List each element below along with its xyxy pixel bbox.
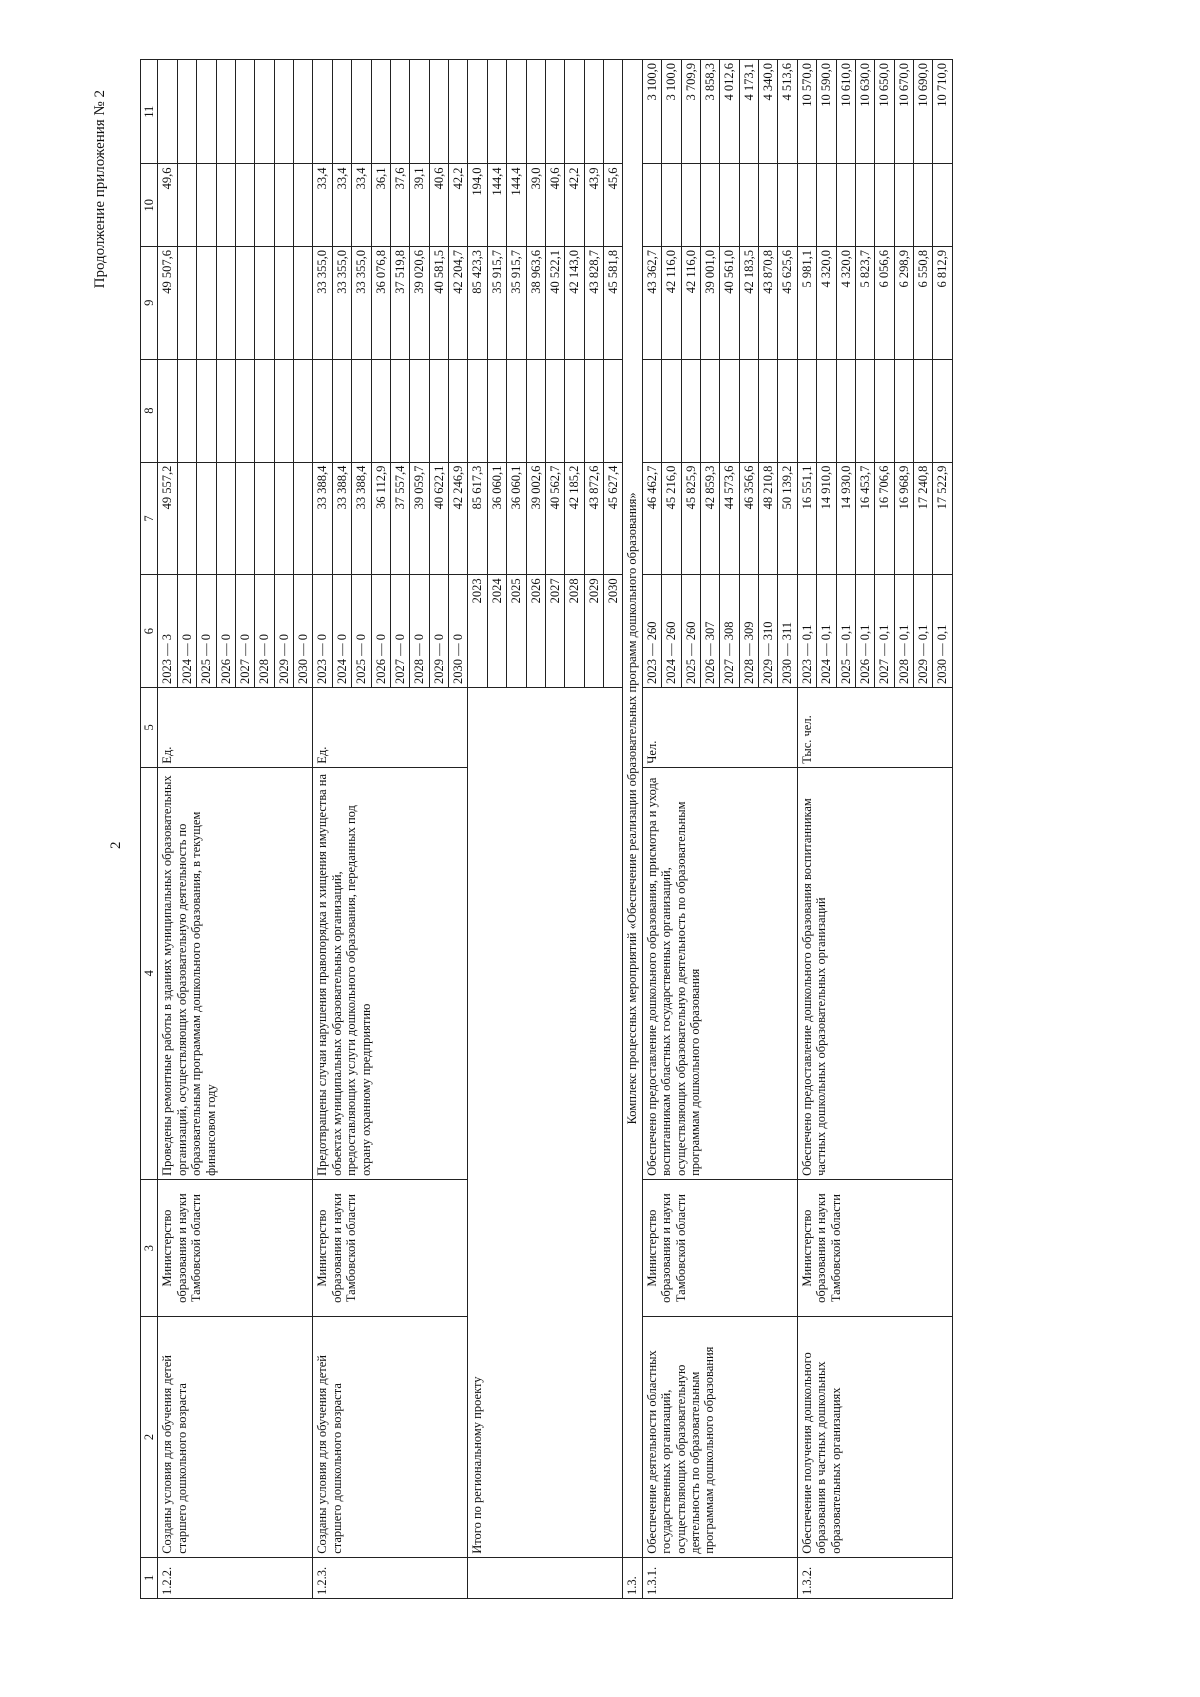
amount-total: 17 240,8 <box>914 462 933 575</box>
amount-extrabudget <box>313 60 332 165</box>
amount-total: 42 246,9 <box>449 462 468 575</box>
amount-regional: 49 507,6 <box>158 246 177 359</box>
amount-extrabudget <box>294 60 313 165</box>
section-row <box>623 60 642 1599</box>
amount-extrabudget: 10 570,0 <box>797 60 816 165</box>
amount-municipal <box>797 164 816 246</box>
amount-extrabudget <box>197 60 216 165</box>
amount-extrabudget <box>332 60 351 165</box>
amount-extrabudget <box>158 60 177 165</box>
amount-federal <box>642 359 661 462</box>
amount-federal <box>429 359 448 462</box>
year-value: 2026 <box>526 575 545 688</box>
unit-of-measure: Ед. <box>158 688 313 768</box>
amount-regional: 35 915,7 <box>487 246 506 359</box>
year-value: 2029 — 0 <box>274 575 293 688</box>
amount-regional <box>274 246 293 359</box>
item-number: 1.2.2. <box>158 1557 313 1598</box>
amount-federal <box>371 359 390 462</box>
table-row <box>642 60 661 1599</box>
amount-municipal <box>274 164 293 246</box>
amount-regional <box>255 246 274 359</box>
year-value: 2025 — 260 <box>681 575 700 688</box>
amount-federal <box>410 359 429 462</box>
amount-municipal: 36,1 <box>371 164 390 246</box>
amount-total: 16 453,7 <box>855 462 874 575</box>
amount-municipal: 49,6 <box>158 164 177 246</box>
amount-federal <box>313 359 332 462</box>
year-value: 2028 — 0 <box>255 575 274 688</box>
amount-extrabudget <box>274 60 293 165</box>
year-value: 2023 — 0,1 <box>797 575 816 688</box>
amount-regional: 43 870,8 <box>759 246 778 359</box>
amount-extrabudget <box>526 60 545 165</box>
amount-municipal: 144,4 <box>507 164 526 246</box>
amount-total <box>177 462 196 575</box>
year-value: 2028 <box>565 575 584 688</box>
amount-extrabudget: 10 650,0 <box>875 60 894 165</box>
amount-extrabudget: 10 670,0 <box>894 60 913 165</box>
amount-federal <box>739 359 758 462</box>
amount-extrabudget <box>410 60 429 165</box>
total-label: Итого по региональному проекту <box>468 688 623 1558</box>
result-description: Предотвращены случаи нарушения правопорядка и хищения имущества на объектах муниципальных образовательных организаций, предоставляющих услуги дошкольного образования, переданных под охрану охранному предприятию <box>313 767 468 1179</box>
amount-extrabudget <box>507 60 526 165</box>
table-row <box>468 60 487 1599</box>
amount-total: 16 551,1 <box>797 462 816 575</box>
amount-federal <box>662 359 681 462</box>
amount-municipal: 194,0 <box>468 164 487 246</box>
unit-of-measure: Тыс. чел. <box>797 688 952 768</box>
amount-total: 40 562,7 <box>545 462 564 575</box>
amount-municipal <box>700 164 719 246</box>
amount-extrabudget: 4 173,1 <box>739 60 758 165</box>
amount-regional: 33 355,0 <box>332 246 351 359</box>
amount-regional: 5 981,1 <box>797 246 816 359</box>
amount-extrabudget: 10 710,0 <box>933 60 952 165</box>
amount-regional <box>294 246 313 359</box>
amount-federal <box>681 359 700 462</box>
amount-municipal: 40,6 <box>429 164 448 246</box>
year-value: 2026 — 307 <box>700 575 719 688</box>
amount-municipal <box>817 164 836 246</box>
result-description: Проведены ремонтные работы в зданиях муниципальных образовательных организаций, осуществляющих образовательную деятельность по образовательным программам дошкольного образования, в текущем финансовом году <box>158 767 313 1179</box>
result-description: Обеспечено предоставление дошкольного образования, присмотра и ухода воспитанникам областных государственных организаций, осуществляющих образовательную деятельность по образовательным программам дошкольного образования <box>642 767 797 1179</box>
col-header: 8 <box>141 359 158 462</box>
amount-municipal <box>662 164 681 246</box>
responsible-org: Министерство образования и науки Тамбовской области <box>642 1179 797 1316</box>
amount-federal <box>545 359 564 462</box>
col-header: 10 <box>141 164 158 246</box>
amount-total: 33 388,4 <box>313 462 332 575</box>
amount-municipal <box>642 164 661 246</box>
amount-total: 50 139,2 <box>778 462 797 575</box>
amount-regional: 40 581,5 <box>429 246 448 359</box>
amount-total: 85 617,3 <box>468 462 487 575</box>
section-number: 1.3. <box>623 1557 642 1598</box>
col-header: 7 <box>141 462 158 575</box>
amount-regional: 33 355,0 <box>313 246 332 359</box>
amount-federal <box>390 359 409 462</box>
amount-total: 14 910,0 <box>817 462 836 575</box>
amount-regional: 33 355,0 <box>352 246 371 359</box>
amount-regional: 38 963,6 <box>526 246 545 359</box>
amount-extrabudget <box>352 60 371 165</box>
amount-total <box>274 462 293 575</box>
amount-federal <box>274 359 293 462</box>
amount-municipal <box>720 164 739 246</box>
amount-municipal <box>855 164 874 246</box>
amount-total: 43 872,6 <box>584 462 603 575</box>
amount-total: 14 930,0 <box>836 462 855 575</box>
amount-federal <box>855 359 874 462</box>
amount-regional: 36 076,8 <box>371 246 390 359</box>
amount-federal <box>468 359 487 462</box>
amount-federal <box>797 359 816 462</box>
amount-extrabudget <box>584 60 603 165</box>
amount-federal <box>294 359 313 462</box>
amount-federal <box>584 359 603 462</box>
amount-municipal: 33,4 <box>313 164 332 246</box>
amount-extrabudget <box>565 60 584 165</box>
amount-extrabudget: 3 709,9 <box>681 60 700 165</box>
item-name: Созданы условия для обучения детей старшего дошкольного возраста <box>158 1317 313 1557</box>
amount-regional <box>197 246 216 359</box>
amount-municipal <box>197 164 216 246</box>
amount-regional: 6 550,8 <box>914 246 933 359</box>
amount-total: 49 557,2 <box>158 462 177 575</box>
amount-regional: 42 116,0 <box>681 246 700 359</box>
item-name: Обеспечение деятельности областных государственных организаций, осуществляющих образовательную деятельность по образовательным программам дошкольного образования <box>642 1317 797 1557</box>
amount-municipal <box>255 164 274 246</box>
amount-municipal <box>759 164 778 246</box>
amount-federal <box>604 359 623 462</box>
amount-extrabudget <box>487 60 506 165</box>
year-value: 2023 <box>468 575 487 688</box>
amount-municipal: 43,9 <box>584 164 603 246</box>
amount-federal <box>332 359 351 462</box>
amount-municipal: 37,6 <box>390 164 409 246</box>
item-number: 1.3.2. <box>797 1557 952 1598</box>
amount-federal <box>933 359 952 462</box>
year-value: 2028 — 0,1 <box>894 575 913 688</box>
amount-municipal <box>933 164 952 246</box>
amount-total: 44 573,6 <box>720 462 739 575</box>
amount-federal <box>720 359 739 462</box>
amount-total: 40 622,1 <box>429 462 448 575</box>
year-value: 2029 — 0,1 <box>914 575 933 688</box>
amount-extrabudget <box>371 60 390 165</box>
year-value: 2026 — 0,1 <box>855 575 874 688</box>
amount-municipal <box>778 164 797 246</box>
amount-extrabudget: 10 690,0 <box>914 60 933 165</box>
amount-municipal: 39,0 <box>526 164 545 246</box>
amount-total <box>235 462 254 575</box>
amount-regional: 4 320,0 <box>836 246 855 359</box>
amount-regional: 37 519,8 <box>390 246 409 359</box>
amount-total: 45 627,4 <box>604 462 623 575</box>
amount-federal <box>700 359 719 462</box>
amount-extrabudget <box>216 60 235 165</box>
col-header: 5 <box>141 688 158 768</box>
amount-extrabudget: 4 513,6 <box>778 60 797 165</box>
amount-federal <box>507 359 526 462</box>
amount-total <box>294 462 313 575</box>
amount-regional: 42 116,0 <box>662 246 681 359</box>
year-value: 2030 — 0 <box>449 575 468 688</box>
amount-extrabudget: 3 858,3 <box>700 60 719 165</box>
amount-extrabudget <box>604 60 623 165</box>
amount-regional: 6 298,9 <box>894 246 913 359</box>
year-value: 2027 <box>545 575 564 688</box>
result-description: Обеспечено предоставление дошкольного образования воспитанникам частных дошкольных образовательных организаций <box>797 767 952 1179</box>
col-header: 6 <box>141 575 158 688</box>
amount-regional: 39 001,0 <box>700 246 719 359</box>
amount-extrabudget: 4 012,6 <box>720 60 739 165</box>
amount-extrabudget <box>255 60 274 165</box>
amount-total: 33 388,4 <box>332 462 351 575</box>
amount-federal <box>449 359 468 462</box>
table-row <box>158 60 177 1599</box>
amount-federal <box>255 359 274 462</box>
amount-total: 36 060,1 <box>487 462 506 575</box>
year-value: 2025 — 0,1 <box>836 575 855 688</box>
year-value: 2030 <box>604 575 623 688</box>
empty-cell <box>468 1557 623 1598</box>
amount-extrabudget: 10 590,0 <box>817 60 836 165</box>
amount-regional <box>177 246 196 359</box>
year-value: 2026 — 0 <box>216 575 235 688</box>
responsible-org: Министерство образования и науки Тамбовской области <box>158 1179 313 1316</box>
amount-extrabudget: 3 100,0 <box>662 60 681 165</box>
section-title: Комплекс процессных мероприятий «Обеспечение реализации образовательных программ дошкольного образования» <box>623 60 642 1558</box>
amount-extrabudget: 3 100,0 <box>642 60 661 165</box>
amount-federal <box>177 359 196 462</box>
amount-regional: 42 204,7 <box>449 246 468 359</box>
year-value: 2023 — 0 <box>313 575 332 688</box>
header-row <box>141 60 158 1599</box>
year-value: 2026 — 0 <box>371 575 390 688</box>
item-name: Обеспечение получения дошкольного образования в частных дошкольных образовательных организациях <box>797 1317 952 1557</box>
amount-municipal: 144,4 <box>487 164 506 246</box>
amount-extrabudget <box>177 60 196 165</box>
amount-federal <box>778 359 797 462</box>
year-value: 2025 — 0 <box>352 575 371 688</box>
unit-of-measure: Ед. <box>313 688 468 768</box>
amount-municipal <box>894 164 913 246</box>
amount-federal <box>197 359 216 462</box>
item-number: 1.3.1. <box>642 1557 797 1598</box>
year-value: 2028 — 309 <box>739 575 758 688</box>
amount-total: 45 825,9 <box>681 462 700 575</box>
amount-total: 37 557,4 <box>390 462 409 575</box>
year-value: 2024 — 0 <box>332 575 351 688</box>
responsible-org: Министерство образования и науки Тамбовской области <box>797 1179 952 1316</box>
amount-municipal: 39,1 <box>410 164 429 246</box>
amount-total <box>216 462 235 575</box>
amount-regional: 5 823,7 <box>855 246 874 359</box>
amount-total: 16 706,6 <box>875 462 894 575</box>
amount-regional: 35 915,7 <box>507 246 526 359</box>
amount-federal <box>526 359 545 462</box>
amount-municipal <box>235 164 254 246</box>
amount-total: 39 002,6 <box>526 462 545 575</box>
responsible-org: Министерство образования и науки Тамбовской области <box>313 1179 468 1316</box>
amount-municipal: 33,4 <box>352 164 371 246</box>
year-value: 2027 — 0,1 <box>875 575 894 688</box>
year-value: 2027 — 308 <box>720 575 739 688</box>
amount-total: 36 112,9 <box>371 462 390 575</box>
amount-regional <box>235 246 254 359</box>
budget-table <box>140 59 953 1599</box>
amount-municipal <box>216 164 235 246</box>
amount-regional: 45 581,8 <box>604 246 623 359</box>
amount-extrabudget <box>235 60 254 165</box>
year-value: 2023 — 3 <box>158 575 177 688</box>
col-header: 4 <box>141 767 158 1179</box>
amount-federal <box>216 359 235 462</box>
year-value: 2030 — 311 <box>778 575 797 688</box>
col-header: 9 <box>141 246 158 359</box>
amount-regional: 40 561,0 <box>720 246 739 359</box>
amount-federal <box>914 359 933 462</box>
year-value: 2027 — 0 <box>390 575 409 688</box>
amount-municipal <box>914 164 933 246</box>
amount-extrabudget: 4 340,0 <box>759 60 778 165</box>
amount-regional: 4 320,0 <box>817 246 836 359</box>
amount-municipal <box>739 164 758 246</box>
year-value: 2029 — 310 <box>759 575 778 688</box>
item-number: 1.2.3. <box>313 1557 468 1598</box>
amount-federal <box>565 359 584 462</box>
item-name: Созданы условия для обучения детей старшего дошкольного возраста <box>313 1317 468 1557</box>
amount-federal <box>352 359 371 462</box>
amount-regional: 43 828,7 <box>584 246 603 359</box>
amount-regional: 6 812,9 <box>933 246 952 359</box>
amount-total: 42 185,2 <box>565 462 584 575</box>
amount-municipal <box>177 164 196 246</box>
amount-federal <box>894 359 913 462</box>
year-value: 2029 <box>584 575 603 688</box>
amount-municipal: 40,6 <box>545 164 564 246</box>
amount-extrabudget <box>468 60 487 165</box>
amount-regional: 42 143,0 <box>565 246 584 359</box>
table-row <box>313 60 332 1599</box>
amount-total: 42 859,3 <box>700 462 719 575</box>
year-value: 2024 <box>487 575 506 688</box>
amount-total: 45 216,0 <box>662 462 681 575</box>
amount-municipal <box>294 164 313 246</box>
year-value: 2024 — 0 <box>177 575 196 688</box>
amount-total: 33 388,4 <box>352 462 371 575</box>
amount-regional: 39 020,6 <box>410 246 429 359</box>
page-number: 2 <box>108 841 124 849</box>
amount-extrabudget <box>390 60 409 165</box>
amount-regional: 42 183,5 <box>739 246 758 359</box>
year-value: 2030 — 0 <box>294 575 313 688</box>
amount-total: 36 060,1 <box>507 462 526 575</box>
amount-federal <box>487 359 506 462</box>
year-value: 2024 — 260 <box>662 575 681 688</box>
continuation-label: Продолжение приложения № 2 <box>92 90 108 289</box>
amount-municipal <box>836 164 855 246</box>
year-value: 2025 <box>507 575 526 688</box>
col-header: 11 <box>141 60 158 165</box>
year-value: 2023 — 260 <box>642 575 661 688</box>
amount-federal <box>875 359 894 462</box>
amount-total: 16 968,9 <box>894 462 913 575</box>
amount-regional: 85 423,3 <box>468 246 487 359</box>
amount-regional: 43 362,7 <box>642 246 661 359</box>
year-value: 2027 — 0 <box>235 575 254 688</box>
col-header: 3 <box>141 1179 158 1316</box>
amount-total <box>197 462 216 575</box>
amount-regional: 6 056,6 <box>875 246 894 359</box>
amount-total: 46 462,7 <box>642 462 661 575</box>
col-header: 2 <box>141 1317 158 1557</box>
unit-of-measure: Чел. <box>642 688 797 768</box>
amount-federal <box>836 359 855 462</box>
year-value: 2030 — 0,1 <box>933 575 952 688</box>
amount-municipal: 42,2 <box>449 164 468 246</box>
amount-federal <box>235 359 254 462</box>
amount-extrabudget <box>429 60 448 165</box>
amount-regional <box>216 246 235 359</box>
amount-municipal: 33,4 <box>332 164 351 246</box>
amount-extrabudget <box>449 60 468 165</box>
year-value: 2028 — 0 <box>410 575 429 688</box>
amount-total: 46 356,6 <box>739 462 758 575</box>
table-row <box>797 60 816 1599</box>
amount-municipal <box>875 164 894 246</box>
year-value: 2029 — 0 <box>429 575 448 688</box>
amount-federal <box>759 359 778 462</box>
amount-total: 17 522,9 <box>933 462 952 575</box>
amount-municipal: 45,6 <box>604 164 623 246</box>
amount-federal <box>817 359 836 462</box>
amount-total <box>255 462 274 575</box>
amount-total: 39 059,7 <box>410 462 429 575</box>
amount-federal <box>158 359 177 462</box>
year-value: 2024 — 0,1 <box>817 575 836 688</box>
amount-total: 48 210,8 <box>759 462 778 575</box>
amount-extrabudget: 10 630,0 <box>855 60 874 165</box>
col-header: 1 <box>141 1557 158 1598</box>
amount-municipal: 42,2 <box>565 164 584 246</box>
amount-extrabudget <box>545 60 564 165</box>
amount-extrabudget: 10 610,0 <box>836 60 855 165</box>
amount-regional: 45 625,6 <box>778 246 797 359</box>
year-value: 2025 — 0 <box>197 575 216 688</box>
amount-municipal <box>681 164 700 246</box>
amount-regional: 40 522,1 <box>545 246 564 359</box>
